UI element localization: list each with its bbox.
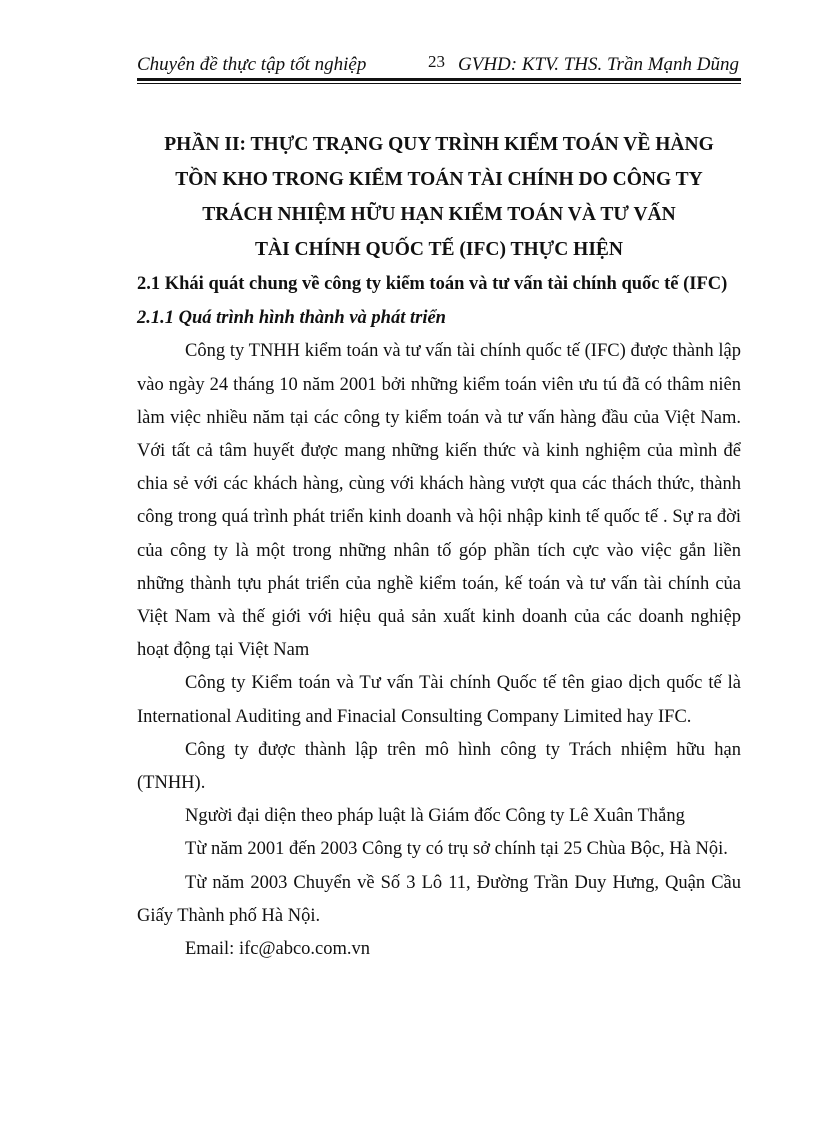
part-title-line: PHẦN II: THỰC TRẠNG QUY TRÌNH KIỂM TOÁN VỀ HÀNG <box>164 134 714 155</box>
header-document-title: Chuyên đề thực tập tốt nghiệp <box>137 54 367 75</box>
part-title <box>137 127 741 267</box>
subsection-heading: 2.1.1 Quá trình hình thành và phát triển <box>137 308 446 329</box>
paragraph: Từ năm 2003 Chuyển về Số 3 Lô 11, Đường Trần Duy Hưng, Quận Cầu Giấy Thành phố Hà Nội. <box>137 872 741 926</box>
email-line: Email: ifc@abco.com.vn <box>185 939 371 960</box>
paragraph: Công ty được thành lập trên mô hình công ty Trách nhiệm hữu hạn (TNHH). <box>137 739 741 794</box>
header-divider <box>137 83 741 84</box>
paragraph: Công ty TNHH kiểm toán và tư vấn tài chính quốc tế (IFC) được thành lập vào ngày 24 tháng 10 năm 2001 bởi những kiểm toán viên ưu tú đã có thâm niên làm việc nhiều năm tại các công ty kiểm toán và tư vấn hàng đầu của Việt Nam. Với tất cả tâm huyết được mang những kiến thức và kinh nghiệm của mình để chia sẻ với các khách hàng, cùng với khách hàng vượt qua các thách thức, thành công trong quá trình phát triển kinh doanh và hội nhập kinh tế quốc tế . Sự ra đời của công ty là một trong những nhân tố góp phần tích cực vào việc gắn liền những thành tựu phát triển của nghề kiểm toán, kế toán và tư vấn tài chính của Việt Nam và thế giới với hiệu quả sản xuất kinh doanh của các doanh nghiệp hoạt động tại Việt Nam <box>137 341 741 661</box>
paragraph: Từ năm 2001 đến 2003 Công ty có trụ sở chính tại 25 Chùa Bộc, Hà Nội. <box>185 839 728 860</box>
section-heading: 2.1 Khái quát chung về công ty kiểm toán và tư vấn tài chính quốc tế (IFC) <box>137 274 728 294</box>
part-title-line: TỒN KHO TRONG KIỂM TOÁN TÀI CHÍNH DO CÔNG TY <box>175 169 703 190</box>
part-title-line: TÀI CHÍNH QUỐC TẾ (IFC) THỰC HIỆN <box>254 239 623 260</box>
page-number: 23 <box>428 52 445 71</box>
part-title-line: TRÁCH NHIỆM HỮU HẠN KIỂM TOÁN VÀ TƯ VẤN <box>202 204 676 225</box>
paragraph: Công ty Kiểm toán và Tư vấn Tài chính Quốc tế tên giao dịch quốc tế là International Auditing and Finacial Consulting Company Limited hay IFC. <box>137 673 741 727</box>
header-supervisor: GVHD: KTV. THS. Trần Mạnh Dũng <box>458 54 739 75</box>
paragraph: Người đại diện theo pháp luật là Giám đốc Công ty Lê Xuân Thắng <box>185 806 685 827</box>
page-header <box>137 52 741 81</box>
document-body <box>137 268 741 966</box>
